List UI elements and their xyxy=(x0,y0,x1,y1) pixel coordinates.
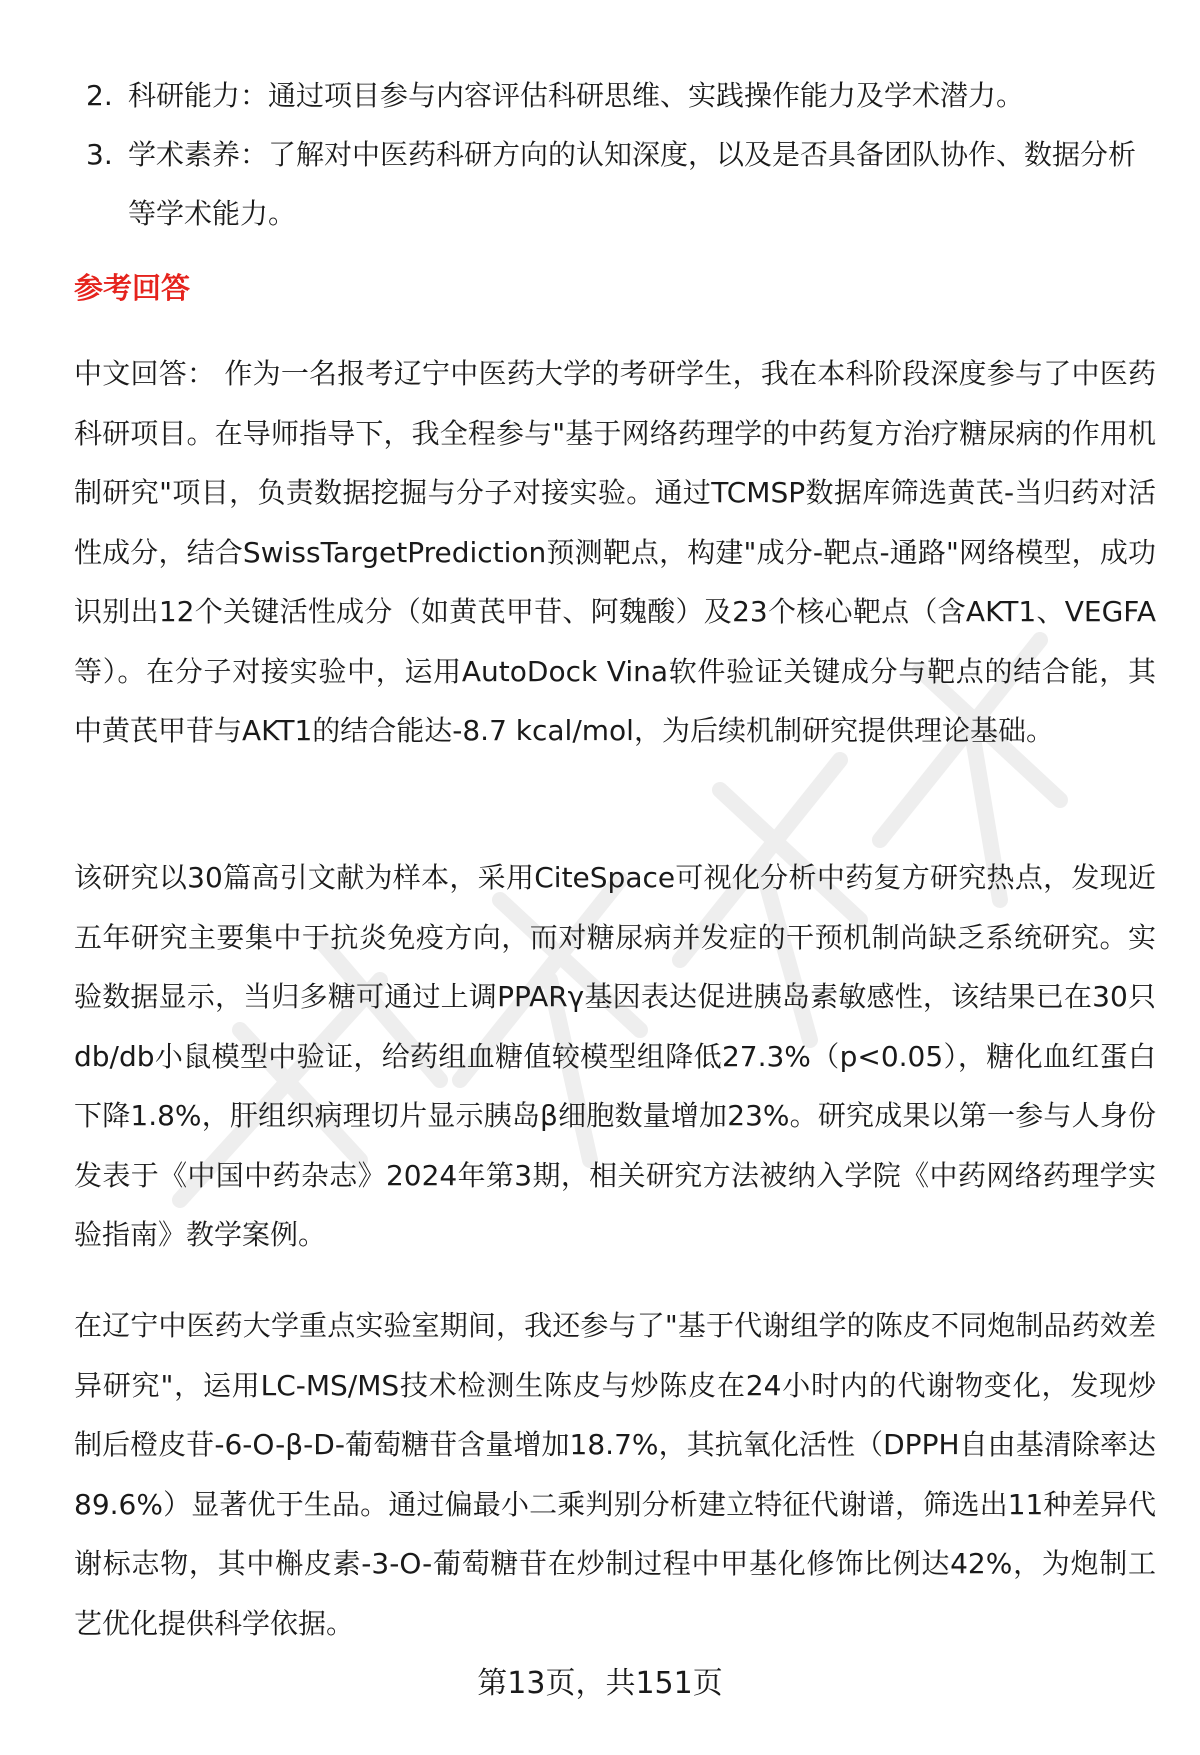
list-item-number: 2. xyxy=(86,79,113,112)
list-item-number: 3. xyxy=(86,138,113,171)
answer-paragraph-2: 该研究以30篇高引文献为样本，采用CiteSpace可视化分析中药复方研究热点，发现近五年研究主要集中于抗炎免疫方向，而对糖尿病并发症的干预机制尚缺乏系统研究。实验数据显示，当归多糖可通过上调PPARγ基因表达促进胰岛素敏感性，该结果已在30只db/db小鼠模型中验证，给药组血糖值较模型组降低27.3%（p<0.05），糖化血红蛋白下降1.8%，肝组织病理切片显示胰岛β细胞数量增加23%。研究成果以第一参与人身份发表于《中国中药杂志》2024年第3期，相关研究方法被纳入学院《中药网络药理学实验指南》教学案例。 xyxy=(74,861,1156,1251)
list-item-text: 科研能力：通过项目参与内容评估科研思维、实践操作能力及学术潜力。 xyxy=(128,79,1025,112)
list-item-text: 学术素养：了解对中医药科研方向的认知深度，以及是否具备团队协作、数据分析等学术能力。 xyxy=(128,138,1137,230)
answer-paragraph-3: 在辽宁中医药大学重点实验室期间，我还参与了"基于代谢组学的陈皮不同炮制品药效差异研究"，运用LC-MS/MS技术检测生陈皮与炒陈皮在24小时内的代谢物变化，发现炒制后橙皮苷-6-O-β-D-葡萄糖苷含量增加18.7%，其抗氧化活性（DPPH自由基清除率达89.6%）显著优于生品。通过偏最小二乘判别分析建立特征代谢谱，筛选出11种差异代谢标志物，其中槲皮素-3-O-葡萄糖苷在炒制过程中甲基化修饰比例达42%，为炮制工艺优化提供科学依据。 xyxy=(74,1309,1156,1640)
evaluation-criteria-list xyxy=(74,66,1154,243)
list-item xyxy=(74,66,1154,125)
section-heading: 参考回答 xyxy=(74,271,191,305)
list-item xyxy=(74,125,1154,243)
answer-paragraph-1: 中文回答： 作为一名报考辽宁中医药大学的考研学生，我在本科阶段深度参与了中医药科研项目。在导师指导下，我全程参与"基于网络药理学的中药复方治疗糖尿病的作用机制研究"项目，负责数据挖掘与分子对接实验。通过TCMSP数据库筛选黄芪-当归药对活性成分，结合SwissTargetPrediction预测靶点，构建"成分-靶点-通路"网络模型，成功识别出12个关键活性成分（如黄芪甲苷、阿魏酸）及23个核心靶点（含AKT1、VEGFA等）。在分子对接实验中，运用AutoDock Vina软件验证关键成分与靶点的结合能，其中黄芪甲苷与AKT1的结合能达-8.7 kcal/mol，为后续机制研究提供理论基础。 xyxy=(74,357,1156,747)
page-number: 第13页，共151页 xyxy=(477,1666,723,1701)
